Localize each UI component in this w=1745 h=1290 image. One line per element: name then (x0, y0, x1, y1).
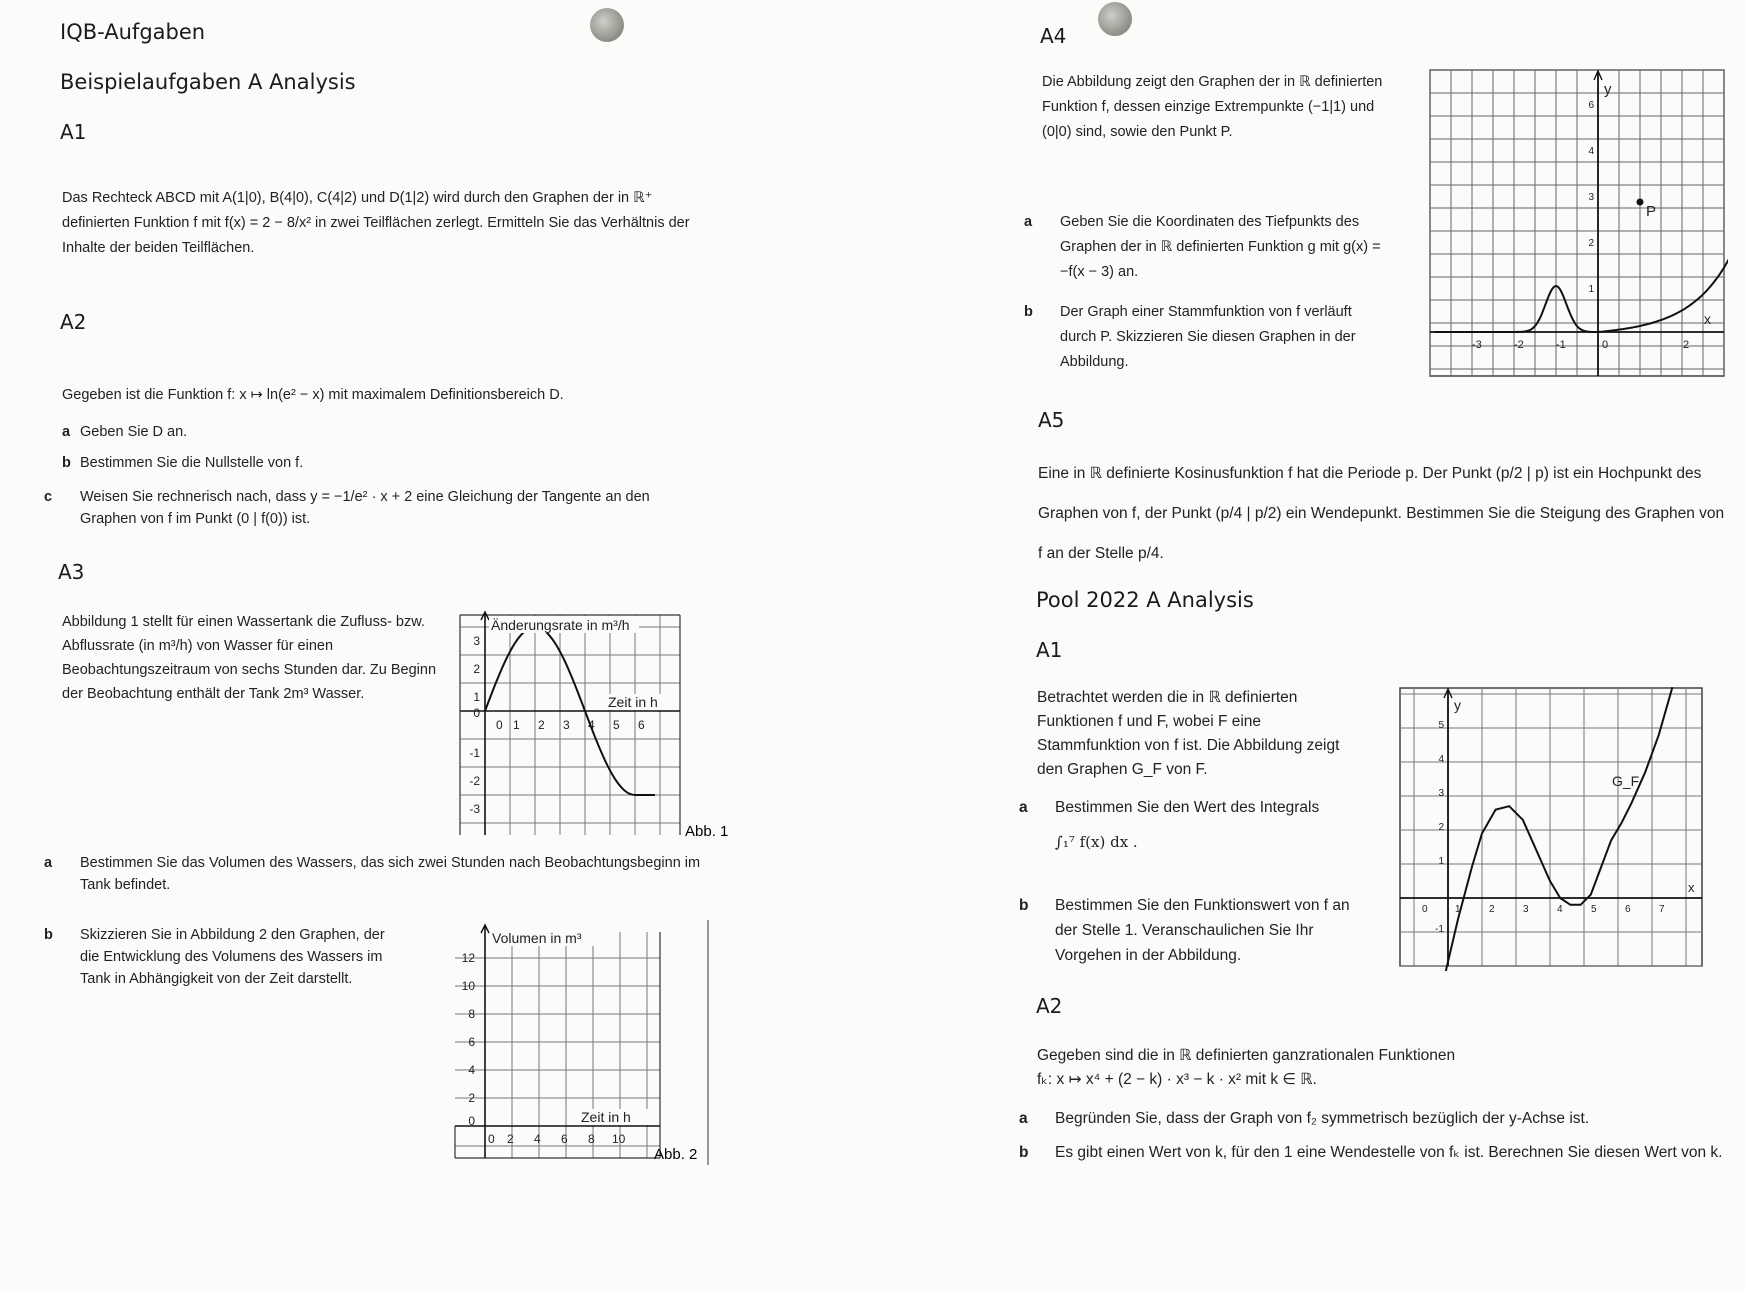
fig1-grid (460, 615, 680, 835)
section-heading-beispielaufgaben: Beispielaufgaben A Analysis (60, 70, 356, 94)
fig2-caption: Abb. 2 (654, 1146, 698, 1163)
pool-a1-xtick: 6 (1625, 904, 1631, 915)
item-label: a (62, 424, 71, 440)
task-a5-text: Eine in ℝ definierte Kosinusfunktion f hat die Periode p. Der Punkt (p/2 | p) ist ein Hochpunkt des Graphen von f, der Punkt (p/4 | p/2) ein Wendepunkt. Bestimmen Sie die Steigung des Graphen von f an der Stelle p/4. (1038, 465, 1725, 562)
fig1-xlabel: Zeit in h (608, 694, 658, 710)
fig2-xtick: 6 (561, 1132, 568, 1146)
pool-a1-frame (1400, 688, 1702, 966)
fig2-xlabel: Zeit in h (581, 1109, 631, 1125)
task-a3-text: Abbildung 1 stellt für einen Wassertank die Zufluss- bzw. Abflussrate (in m³/h) von Wasser für einen Beobachtungszeitraum von sechs Stunden dar. Zu Beginn der Beobachtung enthält der Tank 2m³ Wasser. (62, 614, 437, 702)
fig2-ytick: 8 (468, 1007, 475, 1021)
pool-a1-xtick: 3 (1523, 904, 1529, 915)
item-label: b (1019, 1144, 1029, 1161)
integral-expression: ∫₁⁷ f(x) dx . (1055, 833, 1138, 851)
fig2-ytick: 12 (461, 951, 475, 965)
item-label: a (44, 855, 53, 871)
fig2-ytick: 2 (468, 1091, 475, 1105)
item-text: Begründen Sie, dass der Graph von f₂ symmetrisch bezüglich der y-Achse ist. (1055, 1110, 1590, 1127)
task-pool-a1-item-b (1019, 893, 1362, 968)
fig1-ytick: -1 (469, 746, 480, 760)
fig1-ytick: 2 (473, 662, 480, 676)
task-a2-item-b (62, 452, 702, 474)
item-text: Bestimmen Sie den Wert des Integrals (1055, 799, 1320, 816)
item-text: Der Graph einer Stammfunktion von f verläuft durch P. Skizzieren Sie diesen Graphen in der Abbildung. (1060, 304, 1356, 370)
fig2-xtick: 0 (488, 1132, 495, 1146)
fig1-xtick: 0 (496, 718, 503, 732)
task-pool-a1-item-a (1019, 795, 1362, 855)
task-label-a2: A2 (60, 310, 87, 334)
pool-a1-curve-label: G_F (1612, 773, 1640, 789)
task-label-a5: A5 (1038, 408, 1065, 432)
pool-a1-xtick: 5 (1591, 904, 1597, 915)
task-a2-intro: Gegeben ist die Funktion f: x ↦ ln(e² − x) mit maximalem Definitionsbereich D. (62, 387, 564, 403)
item-text: Bestimmen Sie das Volumen des Wassers, das sich zwei Stunden nach Beobachtungsbeginn im Tank befindet. (80, 855, 701, 893)
pool-a1-xtick: 7 (1659, 904, 1665, 915)
fig1-ytick: 0 (473, 706, 480, 720)
item-text: Geben Sie D an. (80, 424, 188, 440)
a4-yticks (1588, 100, 1594, 295)
item-text: Es gibt einen Wert von k, für den 1 eine Wendestelle von fₖ ist. Berechnen Sie diesen Wert von k. (1055, 1144, 1723, 1161)
fig1-ytick: 1 (473, 690, 480, 704)
figure-a4-graph (1428, 68, 1728, 380)
pool-a1-ytick: 3 (1438, 788, 1444, 799)
item-label: a (1019, 1110, 1028, 1127)
pool-a1-xtick: 0 (1422, 904, 1428, 915)
section-heading-pool-2022: Pool 2022 A Analysis (1036, 588, 1254, 612)
fig1-yticks (469, 634, 480, 816)
fig1-ylabel: Änderungsrate in m³/h (491, 617, 630, 633)
a4-ytick: 2 (1588, 238, 1594, 249)
fig1-ytick: -3 (469, 802, 480, 816)
figure-pool-a1-graph (1398, 686, 1708, 971)
item-text: Skizzieren Sie in Abbildung 2 den Graphen, der die Entwicklung des Volumens des Wassers im Tank in Abhängigkeit von der Zeit darstellt. (80, 927, 385, 987)
item-label: c (44, 489, 53, 505)
a4-point-label: P (1646, 203, 1657, 220)
fig2-xtick: 8 (588, 1132, 595, 1146)
item-text: Bestimmen Sie die Nullstelle von f. (80, 455, 304, 471)
fig1-ytick: 3 (473, 634, 480, 648)
a4-ytick: 1 (1588, 284, 1594, 295)
item-label: b (1024, 304, 1033, 320)
fig2-ytick: 4 (468, 1063, 475, 1077)
task-a4-item-a (1024, 210, 1387, 285)
task-pool-a1-text: Betrachtet werden die in ℝ definierten Funktionen f und F, wobei F eine Stammfunktion von f ist. Die Abbildung zeigt den Graphen G_F von F. (1037, 689, 1340, 778)
item-label: b (1019, 897, 1029, 914)
pool-a1-ytick: 4 (1438, 754, 1444, 765)
a4-xtick: 0 (1602, 339, 1609, 351)
item-label: b (44, 927, 53, 943)
item-label: b (62, 455, 71, 471)
task-label-a4: A4 (1040, 24, 1067, 48)
fig2-ytick: 0 (468, 1114, 475, 1128)
a4-xtick: -3 (1472, 339, 1482, 351)
a4-xtick: -2 (1514, 339, 1524, 351)
pool-a1-ytick: 1 (1438, 856, 1444, 867)
pool-a1-xtick: 2 (1489, 904, 1495, 915)
task-a4-item-b (1024, 300, 1387, 375)
task-a3-item-a (44, 852, 722, 896)
right-page (1000, 0, 1745, 1290)
fig1-xtick: 6 (638, 718, 645, 732)
task-pool-a2-item-b (1019, 1140, 1727, 1165)
pool-a1-graph-gf (1445, 687, 1673, 971)
pool-a1-xtick: 4 (1557, 904, 1563, 915)
fig1-xticks (496, 718, 645, 732)
task-label-a1: A1 (60, 120, 87, 144)
a4-xtick: 2 (1683, 339, 1690, 351)
a4-y-label: y (1604, 81, 1612, 98)
punch-hole-left (590, 8, 624, 42)
a4-xtick: -1 (1556, 339, 1566, 351)
pool-a1-y-label: y (1454, 697, 1461, 713)
a4-ytick: 6 (1588, 100, 1594, 111)
fig2-xtick: 4 (534, 1132, 541, 1146)
fig1-xtick: 5 (613, 718, 620, 732)
fig2-ytick: 6 (468, 1035, 475, 1049)
fig2-ylabel: Volumen in m³ (492, 930, 582, 946)
figure-2-volume-chart (450, 920, 720, 1165)
left-page (0, 0, 870, 1290)
a4-ytick: 3 (1588, 192, 1594, 203)
a4-x-label: x (1704, 311, 1711, 327)
task-label-a3: A3 (58, 560, 85, 584)
task-a2-item-a (62, 421, 702, 443)
pool-a1-x-label: x (1688, 880, 1695, 895)
fig2-xtick: 2 (507, 1132, 514, 1146)
fig2-ytick: 10 (461, 979, 475, 993)
pool-a1-yticks (1435, 720, 1444, 935)
a4-ytick: 4 (1588, 146, 1594, 157)
task-pool-a2-formula: fₖ: x ↦ x⁴ + (2 − k) · x³ − k · x² mit k ∈ ℝ. (1037, 1071, 1317, 1088)
fig1-xtick: 3 (563, 718, 570, 732)
a4-graph-f (1434, 252, 1728, 332)
fig1-xtick: 1 (513, 718, 520, 732)
pool-a1-ytick: 2 (1438, 822, 1444, 833)
task-a2-item-c (44, 486, 702, 530)
task-a1-text: Das Rechteck ABCD mit A(1|0), B(4|0), C(4|2) und D(1|2) wird durch den Graphen der in ℝ⁺ definierten Funktion f mit f(x) = 2 − 8/x² in zwei Teilflächen zerlegt. Ermitteln Sie das Verhältnis der Inhalte der beiden Teilflächen. (62, 190, 690, 256)
item-text: Weisen Sie rechnerisch nach, dass y = −1/e² · x + 2 eine Gleichung der Tangente an den Graphen von f im Punkt (0 | f(0)) ist. (80, 489, 650, 527)
task-label-pool-a2: A2 (1036, 994, 1063, 1018)
pool-a1-grid (1400, 688, 1702, 966)
fig2-yticks (462, 951, 476, 1128)
item-text: Geben Sie die Koordinaten des Tiefpunkts des Graphen der in ℝ definierten Funktion g mit g(x) = −f(x − 3) an. (1060, 214, 1381, 280)
item-label: a (1024, 214, 1033, 230)
task-pool-a2-item-a (1019, 1106, 1727, 1131)
item-text: Bestimmen Sie den Funktionswert von f an der Stelle 1. Veranschaulichen Sie Ihr Vorgehen in der Abbildung. (1055, 897, 1350, 964)
a4-point-p (1637, 199, 1644, 206)
fig1-xtick: 4 (588, 718, 595, 732)
fig2-xticks (488, 1132, 626, 1146)
pool-a1-xticks (1422, 904, 1665, 915)
pool-a1-xtick: 1 (1455, 904, 1461, 915)
task-a4-text: Die Abbildung zeigt den Graphen der in ℝ definierten Funktion f, dessen einzige Extrempunkte (−1|1) und (0|0) sind, sowie den Punkt P. (1042, 74, 1383, 140)
figure-1-rate-chart (455, 610, 735, 845)
pool-a1-ytick: -1 (1435, 924, 1444, 935)
a4-grid (1430, 70, 1724, 376)
page-title: IQB-Aufgaben (60, 20, 206, 44)
fig2-xtick: 10 (612, 1132, 626, 1146)
fig1-ytick: -2 (469, 774, 480, 788)
task-pool-a2-intro: Gegeben sind die in ℝ definierten ganzrationalen Funktionen (1037, 1047, 1456, 1064)
task-label-pool-a1: A1 (1036, 638, 1063, 662)
pool-a1-ytick: 5 (1438, 720, 1444, 731)
item-label: a (1019, 799, 1028, 816)
punch-hole-right (1098, 2, 1132, 36)
a4-xticks (1472, 339, 1689, 351)
fig1-caption: Abb. 1 (685, 823, 729, 840)
task-a3-item-b (44, 924, 407, 990)
fig1-xtick: 2 (538, 718, 545, 732)
